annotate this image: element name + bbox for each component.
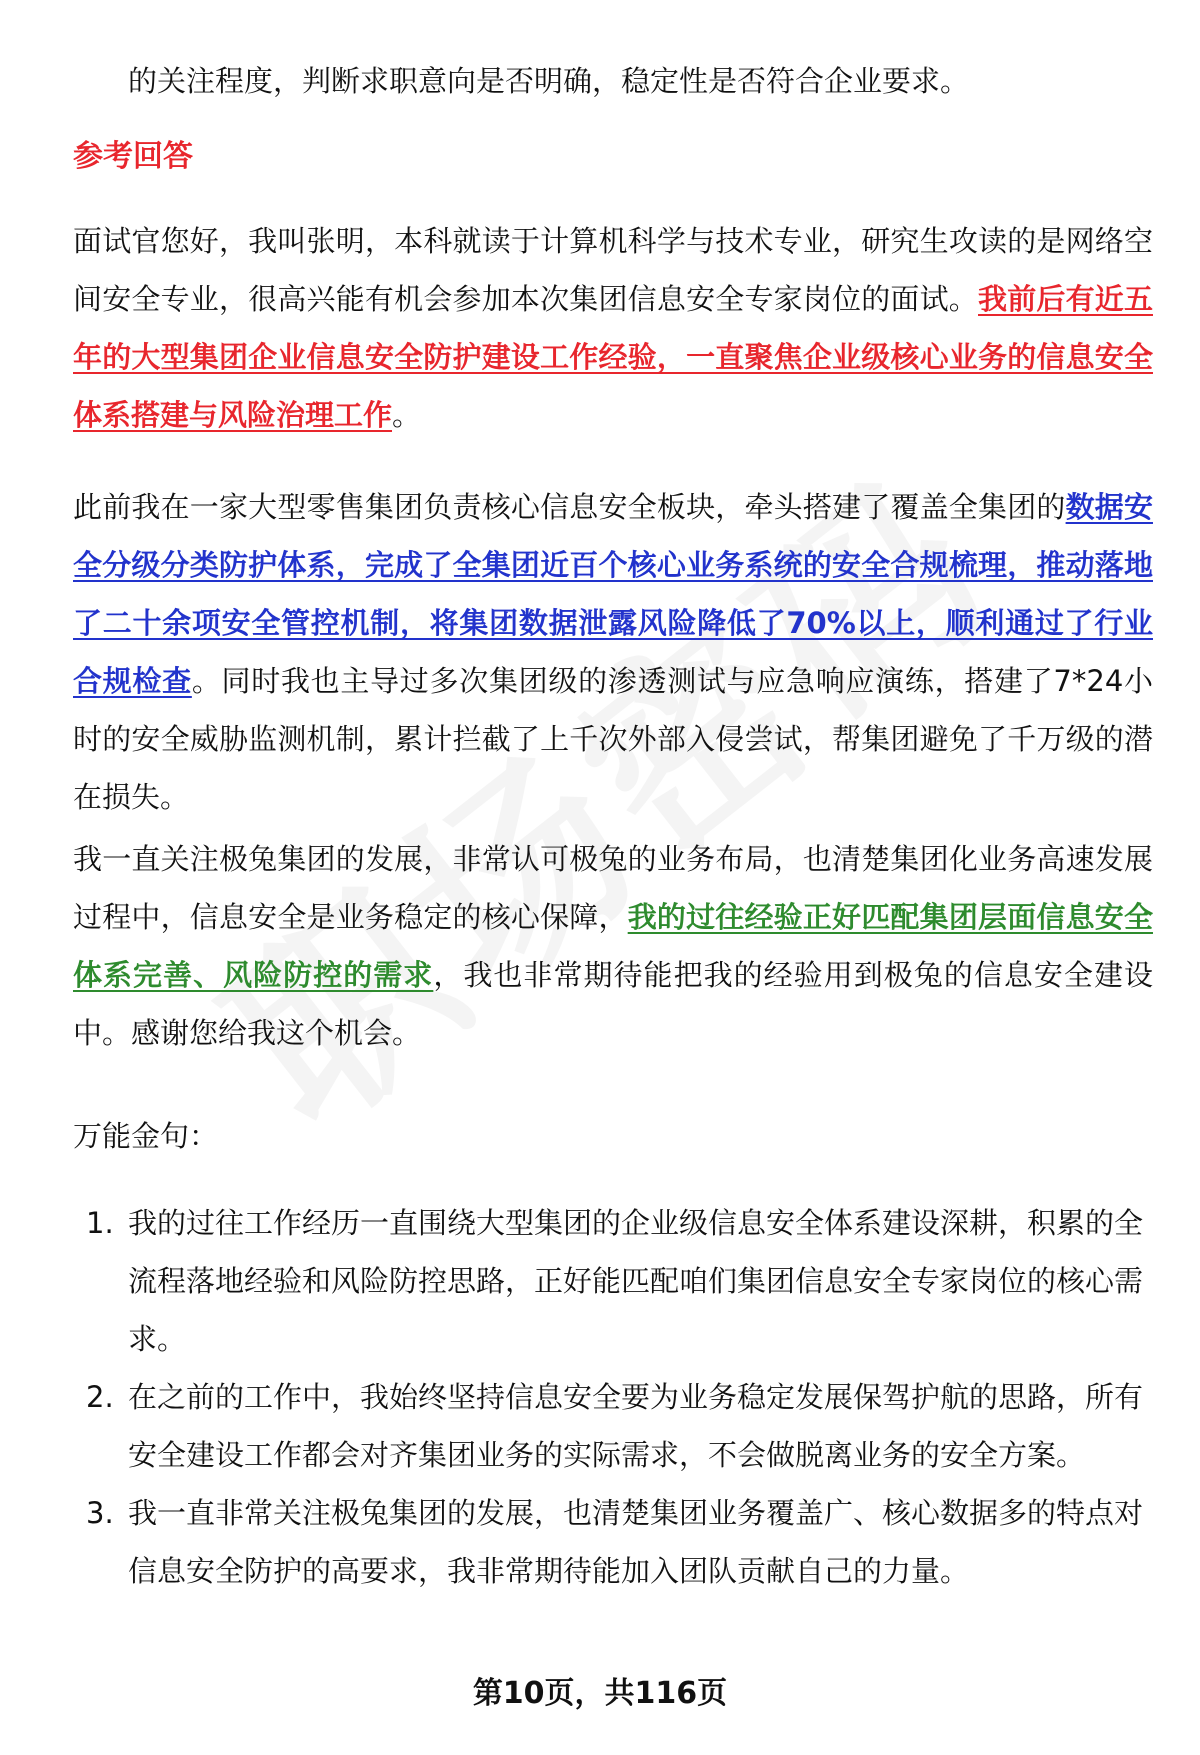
page-footer: 第10页，共116页 (472, 1676, 728, 1711)
list-item (73, 1484, 1153, 1600)
list-item-text: 我一直非常关注极兔集团的发展，也清楚集团业务覆盖广、核心数据多的特点对信息安全防护的高要求，我非常期待能加入团队贡献自己的力量。 (128, 1496, 1144, 1588)
golden-sentences-title: 万能金句： (73, 1119, 219, 1153)
paragraph-experience (73, 478, 1153, 826)
answer-heading: 参考回答 (73, 139, 193, 174)
golden-sentences-list (73, 1194, 1153, 1600)
list-number: 3. (86, 1496, 114, 1530)
paragraph-intro (73, 212, 1153, 444)
list-number: 1. (86, 1206, 114, 1240)
paragraph-motivation (73, 830, 1153, 1062)
list-number: 2. (86, 1380, 114, 1414)
highlight-blue: 数据安全分级分类防护体系，完成了全集团近百个核心业务系统的安全合规梳理，推动落地了二十余项安全管控机制，将集团数据泄露风险降低了70%以上，顺利通过了行业合规检查 (73, 490, 1153, 698)
list-item (73, 1194, 1153, 1368)
paragraph-text: 此前我在一家大型零售集团负责核心信息安全板块，牵头搭建了覆盖全集团的 (73, 490, 1066, 524)
list-item-text: 在之前的工作中，我始终坚持信息安全要为业务稳定发展保驾护航的思路，所有安全建设工作都会对齐集团业务的实际需求，不会做脱离业务的安全方案。 (128, 1380, 1144, 1472)
paragraph-text: 我一直关注极兔集团的发展，非常认可极兔的业务布局，也清楚集团化业务高速发展过程中，信息安全是业务稳定的核心保障， (73, 842, 1153, 934)
paragraph-text: 。 (392, 398, 422, 432)
paragraph-text: 面试官您好，我叫张明，本科就读于计算机科学与技术专业，研究生攻读的是网络空间安全专业，很高兴能有机会参加本次集团信息安全专家岗位的面试。 (73, 224, 1153, 316)
list-item-text: 我的过往工作经历一直围绕大型集团的企业级信息安全体系建设深耕，积累的全流程落地经验和风险防控思路，正好能匹配咱们集团信息安全专家岗位的核心需求。 (128, 1206, 1144, 1356)
highlight-red: 我前后有近五年的大型集团企业信息安全防护建设工作经验，一直聚焦企业级核心业务的信息安全体系搭建与风险治理工作 (73, 282, 1153, 432)
paragraph-text: ，我也非常期待能把我的经验用到极兔的信息安全建设中。感谢您给我这个机会。 (73, 958, 1153, 1050)
highlight-green: 我的过往经验正好匹配集团层面信息安全体系完善、风险防控的需求 (73, 900, 1153, 992)
list-item (73, 1368, 1153, 1484)
paragraph-text: 。同时我也主导过多次集团级的渗透测试与应急响应演练，搭建了7*24小时的安全威胁监测机制，累计拦截了上千次外部入侵尝试，帮集团避免了千万级的潜在损失。 (73, 664, 1153, 814)
intro-line: 的关注程度，判断求职意向是否明确，稳定性是否符合企业要求。 (128, 64, 970, 98)
